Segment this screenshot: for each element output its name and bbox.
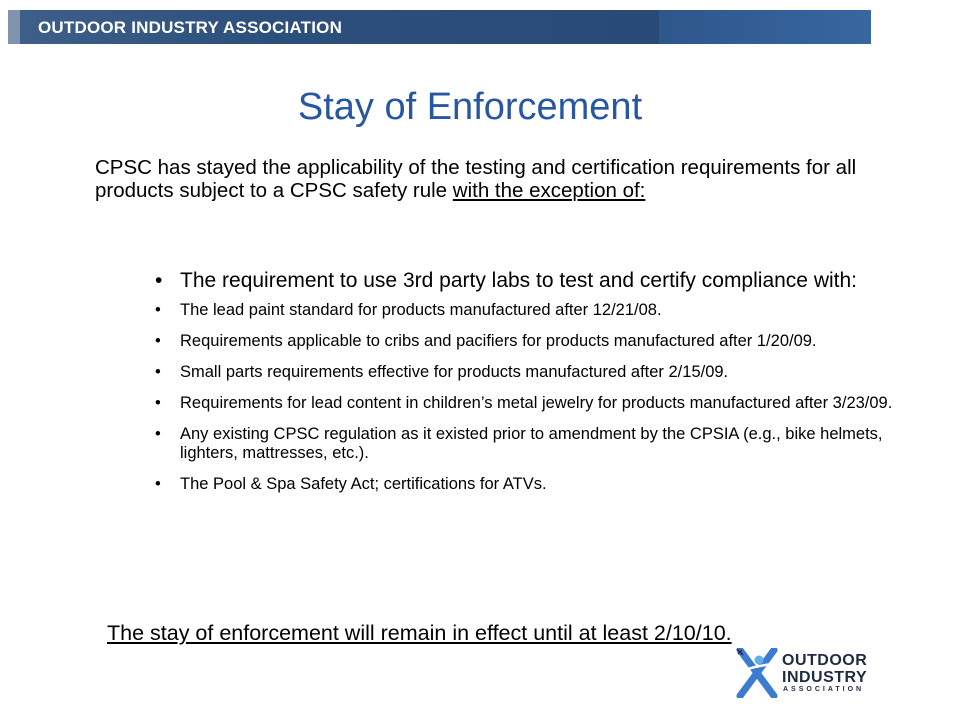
bullet-icon: • — [155, 269, 163, 292]
list-item — [155, 269, 895, 292]
bullet-icon: • — [155, 475, 161, 493]
list-item-text: Requirements applicable to cribs and pacifiers for products manufactured after 1/20/09. — [180, 332, 817, 350]
banner-title: OUTDOOR INDUSTRY ASSOCIATION — [38, 18, 343, 37]
bullet-icon: • — [155, 394, 161, 412]
list-item-text: The requirement to use 3rd party labs to test and certify compliance with: — [180, 269, 857, 292]
logo-line-1: OUTDOOR — [782, 652, 868, 669]
logo-figure-icon — [734, 648, 780, 698]
list-item-text: The Pool & Spa Safety Act; certifications for ATVs. — [180, 475, 547, 493]
bullet-icon: • — [155, 332, 161, 350]
list-item — [155, 425, 895, 463]
list-item-text: Requirements for lead content in children’s metal jewelry for products manufactured after 3/23/09. — [180, 394, 893, 412]
banner-left-edge — [8, 10, 20, 44]
list-item — [155, 301, 895, 320]
intro-paragraph — [95, 156, 895, 202]
bullet-icon: • — [155, 363, 161, 381]
outdoor-industry-logo — [734, 648, 884, 698]
logo-wordmark — [782, 652, 867, 686]
bullet-icon: • — [155, 425, 161, 443]
list-item-text: The lead paint standard for products manufactured after 12/21/08. — [180, 301, 662, 319]
list-item — [155, 332, 895, 351]
list-item-text: Small parts requirements effective for products manufactured after 2/15/09. — [180, 363, 729, 381]
list-item — [155, 363, 895, 382]
list-item — [155, 394, 895, 413]
list-item — [155, 475, 895, 494]
intro-text: CPSC has stayed the applicability of the testing and certification requirements for all products subject to a CPSC safety rule — [95, 156, 857, 202]
requirements-list — [155, 269, 895, 506]
slide-title: Stay of Enforcement — [297, 86, 643, 128]
bullet-icon: • — [155, 301, 161, 319]
list-item-text: Any existing CPSC regulation as it existed prior to amendment by the CPSIA (e.g., bike helmets, lighters, mattresses, etc.). — [180, 425, 883, 462]
banner-right-cap — [659, 10, 871, 44]
conclusion-text: The stay of enforcement will remain in effect until at least 2/10/10. — [107, 621, 732, 645]
logo-line-2: INDUSTRY — [782, 669, 868, 686]
intro-underlined-text: with the exception of: — [452, 179, 646, 202]
logo-line-3: ASSOCIATION — [783, 686, 865, 693]
header-banner — [8, 10, 871, 44]
